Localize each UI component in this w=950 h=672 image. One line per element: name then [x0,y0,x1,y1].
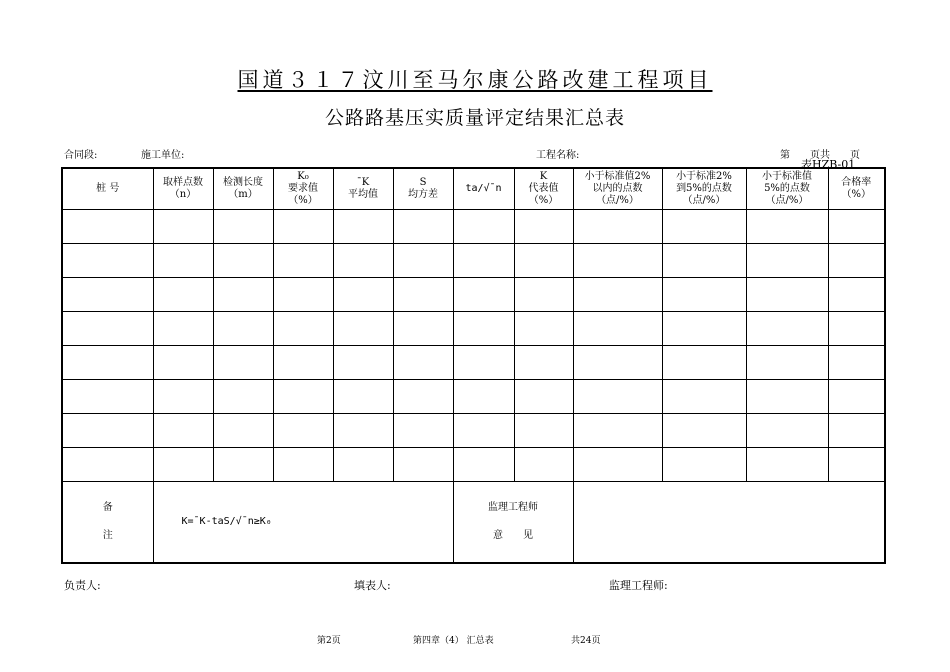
table-cell[interactable] [662,380,746,414]
table-row [62,210,885,244]
table-cell[interactable] [746,312,828,346]
table-cell[interactable] [153,244,213,278]
table-cell[interactable] [333,414,393,448]
current-page: 第2页 [317,636,341,646]
page-count-label: 第 页共 页 [780,150,860,161]
table-cell[interactable] [62,414,153,448]
table-row [62,346,885,380]
header-line: （%） [841,189,871,200]
chapter-label: 第四章（4） 汇总表 [413,636,494,646]
header-line: 小于标准值2% [584,171,651,182]
table-cell[interactable] [828,312,885,346]
table-cell[interactable] [828,210,885,244]
header-length [213,168,273,210]
table-cell[interactable] [273,380,333,414]
table-cell[interactable] [153,278,213,312]
header-line: 平均值 [348,189,378,200]
header-line: （点/%） [596,195,639,206]
table-cell[interactable] [62,312,153,346]
table-cell[interactable] [62,244,153,278]
table-cell[interactable] [333,380,393,414]
header-line: 5%的点数 [764,183,810,194]
header-representative [514,168,573,210]
table-cell[interactable] [514,448,573,482]
document-title [0,64,950,94]
header-line: （点/%） [765,195,809,206]
table-cell[interactable] [573,346,662,380]
table-cell[interactable] [746,210,828,244]
table-cell[interactable] [662,278,746,312]
formula-text: K=ˉK-taS/√ˉn≥K₀ [181,516,272,527]
table-cell[interactable] [514,278,573,312]
header-line: （点/%） [682,195,726,206]
summary-table [61,167,886,564]
header-line: 小于标准值 [762,171,812,182]
table-cell[interactable] [153,448,213,482]
header-mean [333,168,393,210]
table-cell[interactable] [62,380,153,414]
supervisor-opinion-label: 意 见 [493,530,533,541]
header-line: 取样点数 [163,177,203,188]
table-cell[interactable] [746,448,828,482]
table-cell[interactable] [213,210,273,244]
table-cell[interactable] [514,210,573,244]
header-line: 桩 号 [96,183,120,194]
table-row [62,278,885,312]
table-cell[interactable] [273,244,333,278]
header-line: 均方差 [408,189,438,200]
header-line: （n） [169,189,197,200]
table-cell[interactable] [828,448,885,482]
header-line: ˉK [356,177,370,188]
supervisor-signature-label: 监理工程师: [609,579,668,592]
project-name-label: 工程名称: [536,150,580,161]
header-line: （m） [228,189,258,200]
table-cell[interactable] [62,448,153,482]
construction-unit-label: 施工单位: [141,150,185,161]
table-cell[interactable] [393,414,453,448]
table-cell[interactable] [333,346,393,380]
table-cell[interactable] [514,244,573,278]
table-cell[interactable] [333,244,393,278]
table-cell[interactable] [514,414,573,448]
header-line: 代表值 [528,183,559,194]
table-cell[interactable] [453,210,514,244]
title-text: 国道３１７汶川至马尔康公路改建工程项目 [237,68,713,92]
table-cell[interactable] [573,448,662,482]
table-cell[interactable] [573,414,662,448]
table-cell[interactable] [453,380,514,414]
table-cell[interactable] [213,312,273,346]
table-cell[interactable] [746,346,828,380]
table-cell[interactable] [393,346,453,380]
table-cell[interactable] [393,380,453,414]
total-pages: 共24页 [571,636,601,646]
table-cell[interactable] [662,244,746,278]
table-cell[interactable] [662,414,746,448]
supervisor-label: 监理工程师 [488,502,538,513]
table-cell[interactable] [828,346,885,380]
table-cell[interactable] [333,312,393,346]
table-cell[interactable] [453,346,514,380]
table-row [62,312,885,346]
header-line: K₀ [297,171,309,182]
table-cell[interactable] [153,346,213,380]
table-cell[interactable] [662,210,746,244]
table-cell[interactable] [453,278,514,312]
table-cell[interactable] [62,278,153,312]
header-row [62,168,885,210]
remarks-row [62,482,885,564]
table-cell[interactable] [828,278,885,312]
table-cell[interactable] [153,414,213,448]
table-cell[interactable] [662,448,746,482]
table-cell[interactable] [213,448,273,482]
table-cell[interactable] [453,448,514,482]
table-cell[interactable] [273,448,333,482]
table-cell[interactable] [213,244,273,278]
table-row [62,244,885,278]
table-cell[interactable] [573,278,662,312]
table-cell[interactable] [213,346,273,380]
table-cell[interactable] [213,380,273,414]
header-line: （%） [528,195,559,206]
form-number: 表HZB-01 [801,158,856,171]
table-cell[interactable] [393,312,453,346]
table-cell[interactable] [828,414,885,448]
document-subtitle: 公路路基压实质量评定结果汇总表 [324,107,625,129]
header-line: 到5%的点数 [676,183,732,194]
table-cell[interactable] [573,210,662,244]
table-cell[interactable] [393,210,453,244]
header-line: S [419,177,427,188]
header-k0 [273,168,333,210]
contract-section-label: 合同段: [64,150,98,161]
header-line: （%） [288,195,318,206]
header-line: 合格率 [841,177,872,188]
header-line: K [539,171,548,182]
supervisor-label-cell [453,482,573,564]
header-within-2pct [573,168,662,210]
table-cell[interactable] [153,312,213,346]
table-cell[interactable] [828,380,885,414]
header-line: ta/√ˉn [465,183,502,194]
supervisor-opinion-cell[interactable] [573,482,885,564]
table-cell[interactable] [746,244,828,278]
table-cell[interactable] [662,346,746,380]
table-cell[interactable] [273,312,333,346]
table-cell[interactable] [514,346,573,380]
table-cell[interactable] [393,244,453,278]
table-cell[interactable] [573,244,662,278]
table-cell[interactable] [453,244,514,278]
table-cell[interactable] [153,210,213,244]
remarks-formula-cell [153,482,453,564]
header-2-to-5pct [662,168,746,210]
table-cell[interactable] [273,278,333,312]
header-std [393,168,453,210]
remarks-label: 备 [102,502,113,513]
table-cell[interactable] [273,414,333,448]
header-line: 要求值 [288,183,318,194]
header-pass-rate [828,168,885,210]
table-cell[interactable] [746,380,828,414]
header-sample-count [153,168,213,210]
table-cell[interactable] [393,448,453,482]
remarks-label-cell [62,482,153,564]
table-cell[interactable] [213,278,273,312]
table-cell[interactable] [453,312,514,346]
table-cell[interactable] [62,346,153,380]
table-cell[interactable] [573,312,662,346]
table-cell[interactable] [273,346,333,380]
table-cell[interactable] [213,414,273,448]
table-cell[interactable] [333,448,393,482]
table-cell[interactable] [273,210,333,244]
table-row [62,414,885,448]
table-cell[interactable] [333,210,393,244]
header-line: 以内的点数 [592,183,643,194]
header-line: 小于标准2% [676,171,732,182]
header-station [62,168,153,210]
table-cell[interactable] [62,210,153,244]
table-cell[interactable] [333,278,393,312]
table-row [62,448,885,482]
table-cell[interactable] [514,380,573,414]
table-cell[interactable] [153,380,213,414]
table-cell[interactable] [746,414,828,448]
table-cell[interactable] [453,414,514,448]
header-over-5pct [746,168,828,210]
filled-by-label: 填表人: [354,579,391,592]
table-cell[interactable] [828,244,885,278]
header-ta [453,168,514,210]
table-cell[interactable] [662,312,746,346]
table-cell[interactable] [393,278,453,312]
remarks-label: 注 [102,530,113,541]
table-row [62,380,885,414]
header-line: 检测长度 [223,177,263,188]
table-cell[interactable] [573,380,662,414]
table-cell[interactable] [514,312,573,346]
table-cell[interactable] [746,278,828,312]
responsible-label: 负责人: [64,579,101,592]
